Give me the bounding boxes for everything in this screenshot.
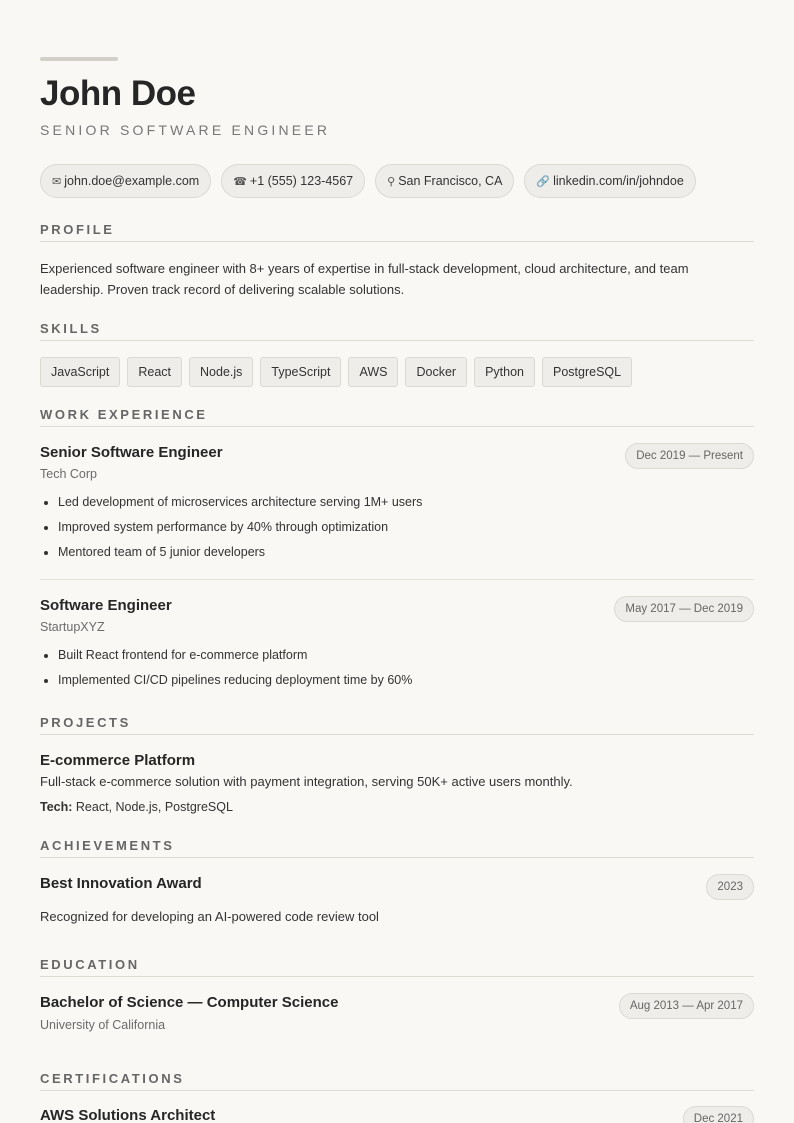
education-heading-text: EDUCATION xyxy=(40,957,140,972)
certification-date: Dec 2021 xyxy=(683,1106,754,1123)
job-title-2: Software Engineer xyxy=(40,597,172,614)
accent-bar xyxy=(40,57,118,61)
job-dates-2: May 2017 — Dec 2019 xyxy=(614,596,754,622)
tech-label: Tech: xyxy=(40,800,73,814)
skill-tag: JavaScript xyxy=(40,357,120,387)
achievements-heading-text: ACHIEVEMENTS xyxy=(40,838,175,853)
contact-phone[interactable] xyxy=(221,164,365,198)
project-tech xyxy=(40,800,233,814)
skills-heading-text: SKILLS xyxy=(40,321,102,336)
contact-phone-text: +1 (555) 123-4567 xyxy=(249,174,354,188)
contact-location xyxy=(375,164,514,198)
list-item: • Mentored team of 5 junior developers xyxy=(58,543,422,568)
profile-section-heading xyxy=(40,222,754,242)
location-icon: ⚲ xyxy=(387,175,396,188)
education-dates: Aug 2013 — Apr 2017 xyxy=(619,993,754,1019)
achievement-description: Recognized for developing an AI-powered code review tool xyxy=(40,909,379,924)
projects-heading-text: PROJECTS xyxy=(40,715,131,730)
achievements-section-heading xyxy=(40,838,754,858)
education-section-heading xyxy=(40,957,754,977)
tech-list: React, Node.js, PostgreSQL xyxy=(75,800,233,814)
skill-tag: Docker xyxy=(405,357,467,387)
job-dates-1: Dec 2019 — Present xyxy=(625,443,754,469)
job-title-1: Senior Software Engineer xyxy=(40,444,223,461)
job-title: SENIOR SOFTWARE ENGINEER xyxy=(40,122,331,138)
skill-tag: AWS xyxy=(348,357,398,387)
contact-email-text: john.doe@example.com xyxy=(64,174,200,188)
degree-title: Bachelor of Science — Computer Science xyxy=(40,994,339,1011)
list-item: • Built React frontend for e-commerce platform xyxy=(58,646,412,671)
name-heading: John Doe xyxy=(40,74,196,113)
contact-linkedin-text: linkedin.com/in/johndoe xyxy=(553,174,684,188)
job-divider xyxy=(40,579,754,580)
skills-list xyxy=(40,357,632,387)
certifications-heading-text: CERTIFICATIONS xyxy=(40,1071,185,1086)
experience-heading-text: WORK EXPERIENCE xyxy=(40,407,208,422)
achievement-title: Best Innovation Award xyxy=(40,875,202,892)
list-item: • Implemented CI/CD pipelines reducing deployment time by 60% xyxy=(58,671,412,696)
contact-email[interactable] xyxy=(40,164,211,198)
school-name: University of California xyxy=(40,1018,166,1032)
certifications-section-heading xyxy=(40,1071,754,1091)
profile-heading-text: PROFILE xyxy=(40,222,115,237)
job-bullets-1 xyxy=(58,493,422,568)
contact-list xyxy=(40,164,696,198)
skill-tag: Node.js xyxy=(189,357,253,387)
project-title: E-commerce Platform xyxy=(40,752,196,769)
skills-section-heading xyxy=(40,321,754,341)
skill-tag: PostgreSQL xyxy=(542,357,632,387)
skill-tag: React xyxy=(127,357,182,387)
company-name-2: StartupXYZ xyxy=(40,620,105,634)
mail-icon: ✉ xyxy=(52,175,62,188)
contact-location-text: San Francisco, CA xyxy=(398,174,503,188)
projects-section-heading xyxy=(40,715,754,735)
link-icon: 🔗 xyxy=(536,175,551,188)
project-description: Full-stack e-commerce solution with payment integration, serving 50K+ active users monthly. xyxy=(40,774,573,789)
skill-tag: TypeScript xyxy=(260,357,341,387)
contact-linkedin[interactable] xyxy=(524,164,695,198)
list-item: • Led development of microservices architecture serving 1M+ users xyxy=(58,493,422,518)
job-bullets-2 xyxy=(58,646,412,696)
achievement-year: 2023 xyxy=(706,874,754,900)
list-item: • Improved system performance by 40% through optimization xyxy=(58,518,422,543)
experience-section-heading xyxy=(40,407,754,427)
certification-title: AWS Solutions Architect xyxy=(40,1107,216,1123)
phone-icon: ☎ xyxy=(233,175,247,188)
company-name-1: Tech Corp xyxy=(40,467,97,481)
skill-tag: Python xyxy=(474,357,535,387)
profile-summary: Experienced software engineer with 8+ years of expertise in full-stack development, cloud architecture, and team leadership. Proven track record of delivering scalable solutions. xyxy=(40,261,689,297)
